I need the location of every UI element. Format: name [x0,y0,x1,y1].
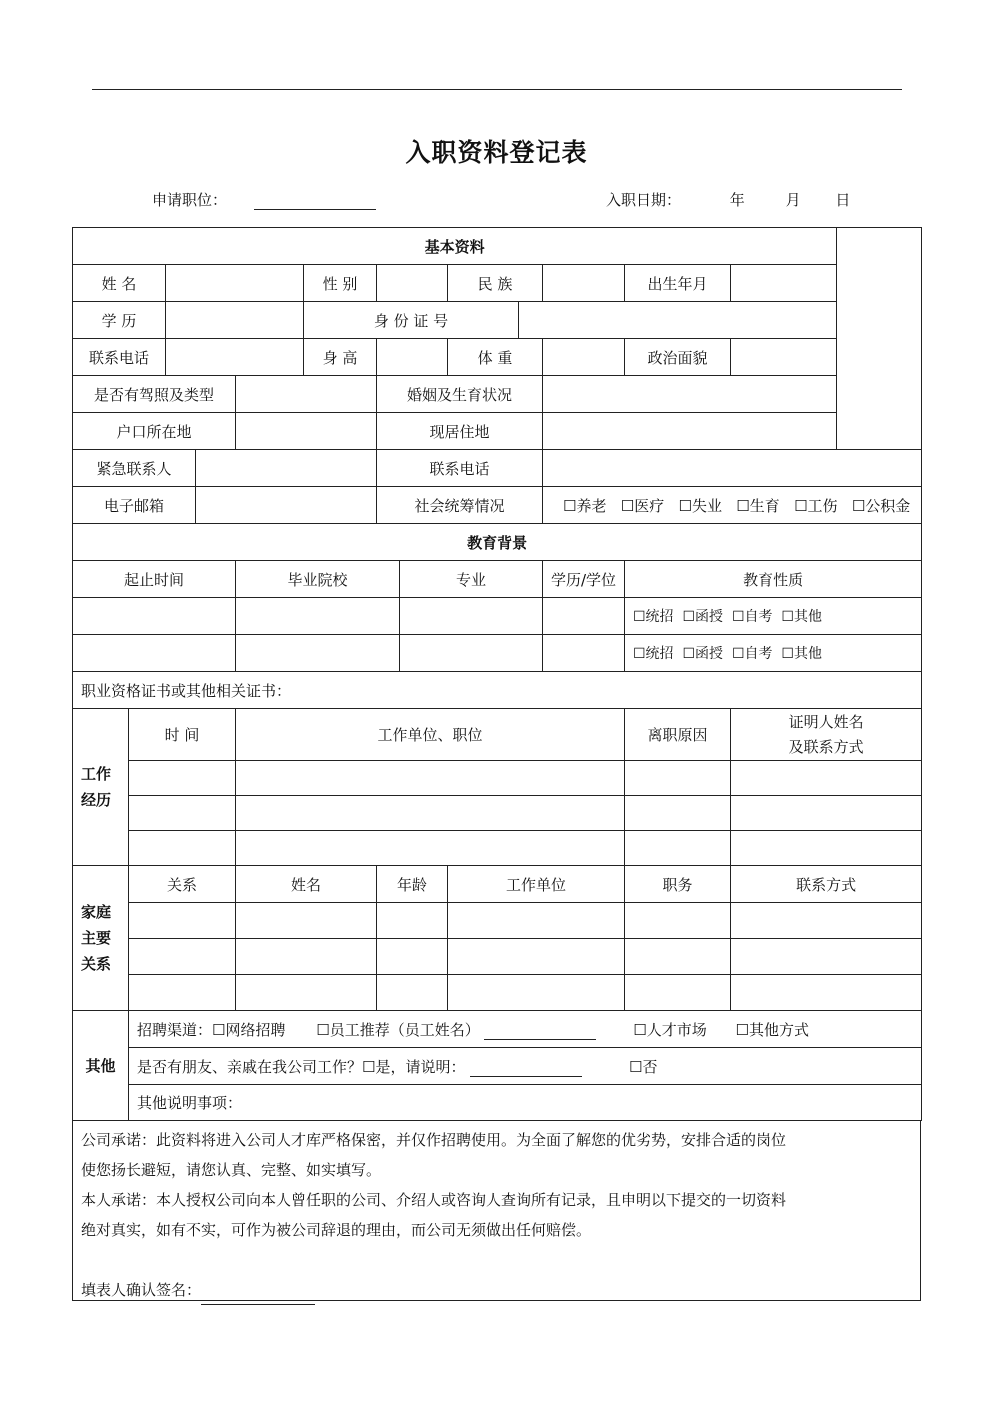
other-notes[interactable]: 其他说明事项： [129,1085,922,1121]
basic-row-2 [73,302,922,339]
work-reference-line1: 证明人姓名 [788,712,864,731]
emergency-phone-label: 联系电话 [377,450,543,487]
work-reason-input[interactable] [625,761,731,796]
political-label: 政治面貌 [625,339,731,376]
company-promise-line2: 使您扬长避短，请您认真、完整、如实填写。 [81,1161,382,1179]
housing-fund-checkbox[interactable]: ☐公积金 [851,496,911,515]
ethnicity-input[interactable] [543,265,625,302]
work-row-1 [73,761,922,796]
work-reason-input[interactable] [625,796,731,831]
political-input[interactable] [731,339,837,376]
channel-other-checkbox[interactable]: ☐其他方式 [735,1020,809,1039]
date-field [606,189,850,210]
hukou-input[interactable] [236,413,377,450]
fulltime-checkbox[interactable]: ☐统招 [633,609,674,625]
work-reference-header [731,709,922,761]
friends-no-checkbox[interactable]: ☐否 [629,1057,658,1076]
year-label: 年 [729,191,745,209]
height-input[interactable] [377,339,448,376]
position-input[interactable] [254,193,376,210]
family-contact-input[interactable] [731,903,922,939]
email-input[interactable] [196,487,377,524]
other-checkbox[interactable]: ☐其他 [781,646,822,662]
work-label: 工作经历 [81,765,112,809]
basic-row-7 [73,487,922,524]
work-reference-input[interactable] [731,831,922,866]
family-name-input[interactable] [236,903,377,939]
social-insurance-label: 社会统筹情况 [377,487,543,524]
ethnicity-label: 民 族 [448,265,543,302]
family-company-input[interactable] [448,975,625,1011]
pension-checkbox[interactable]: ☐养老 [563,496,607,515]
family-title-input[interactable] [625,975,731,1011]
education-input[interactable] [166,302,304,339]
social-insurance-options [543,487,922,524]
education-label: 学 历 [73,302,166,339]
company-promise-line1: 公司承诺：此资料将进入公司人才库严格保密，并仅作招聘使用。为全面了解您的优劣势，安排合适的岗位 [81,1131,787,1149]
position-field [152,189,376,210]
work-company-input[interactable] [236,831,625,866]
work-reason-header: 离职原因 [625,709,731,761]
edu-row-1 [73,598,922,635]
marital-label: 婚姻及生育状况 [377,376,543,413]
edu-nature-options [625,635,922,672]
edu-period-input[interactable] [73,598,236,635]
family-row-2 [73,939,922,975]
friends-yes-checkbox[interactable]: 是否有朋友、亲戚在我公司工作？☐是，请说明： [137,1057,466,1076]
signature-row [81,1275,912,1305]
month-label: 月 [785,191,801,209]
edu-header-row [73,561,922,598]
self-promise-line2: 绝对真实，如有不实，可作为被公司辞退的理由，而公司无须做出任何赔偿。 [81,1221,592,1239]
work-reference-input[interactable] [731,761,922,796]
channel-referral-checkbox[interactable]: ☐员工推荐（员工姓名） [316,1020,480,1039]
edu-school-input[interactable] [236,598,400,635]
other-row-1 [73,1011,922,1048]
work-reference-input[interactable] [731,796,922,831]
unemployment-checkbox[interactable]: ☐失业 [678,496,722,515]
family-title-header: 职务 [625,866,731,903]
residence-label: 现居住地 [377,413,543,450]
birth-label: 出生年月 [625,265,731,302]
family-age-input[interactable] [377,939,448,975]
family-row-1 [73,903,922,939]
channel-row [129,1011,922,1048]
page-title: 入职资料登记表 [405,138,588,167]
channel-label: 招聘渠道： [137,1020,213,1039]
work-time-input[interactable] [129,831,236,866]
emergency-contact-label: 紧急联系人 [73,450,196,487]
id-number-label: 身 份 证 号 [304,302,519,339]
family-section-label [73,866,129,1011]
edu-period-input[interactable] [73,635,236,672]
height-label: 身 高 [304,339,377,376]
work-section-label [73,709,129,866]
edu-major-input[interactable] [400,635,543,672]
phone-input[interactable] [166,339,304,376]
edu-major-header: 专业 [400,561,543,598]
edu-nature-options [625,598,922,635]
basic-row-6 [73,450,922,487]
family-name-input[interactable] [236,975,377,1011]
other-row-3 [73,1085,922,1121]
family-name-input[interactable] [236,939,377,975]
channel-market-checkbox[interactable]: ☐人才市场 [633,1020,707,1039]
edu-row-2 [73,635,922,672]
selfstudy-checkbox[interactable]: ☐自考 [731,609,773,625]
promise-box [72,1120,921,1301]
license-input[interactable] [236,376,377,413]
edu-school-input[interactable] [236,635,400,672]
edu-section-row [73,524,922,561]
edu-major-input[interactable] [400,598,543,635]
friends-row [129,1048,922,1085]
basic-row-1 [73,265,922,302]
cert-row [73,672,922,709]
work-company-header: 工作单位、职位 [236,709,625,761]
marital-input[interactable] [543,376,837,413]
birth-input[interactable] [731,265,837,302]
family-title-input[interactable] [625,903,731,939]
family-age-input[interactable] [377,903,448,939]
edu-school-header: 毕业院校 [236,561,400,598]
edu-degree-input[interactable] [543,598,625,635]
family-name-header: 姓名 [236,866,377,903]
day-label: 日 [835,191,851,209]
family-relation-input[interactable] [129,903,236,939]
emergency-phone-input[interactable] [543,450,922,487]
other-checkbox[interactable]: ☐其他 [781,609,822,625]
correspondence-checkbox[interactable]: ☐函授 [682,609,724,625]
signature-input[interactable] [201,1288,315,1305]
referral-name-input[interactable] [484,1023,596,1040]
family-company-input[interactable] [448,903,625,939]
weight-label: 体 重 [448,339,543,376]
work-reason-input[interactable] [625,831,731,866]
id-number-input[interactable] [519,302,837,339]
basic-section-title: 基本资料 [73,228,837,265]
family-company-input[interactable] [448,939,625,975]
email-label: 电子邮箱 [73,487,196,524]
family-age-header: 年龄 [377,866,448,903]
work-header-row [73,709,922,761]
weight-input[interactable] [543,339,625,376]
other-section-label: 其他 [73,1011,129,1121]
name-input[interactable] [166,265,304,302]
selfstudy-checkbox[interactable]: ☐自考 [731,646,773,662]
family-contact-input[interactable] [731,975,922,1011]
license-label: 是否有驾照及类型 [73,376,236,413]
injury-checkbox[interactable]: ☐工伤 [794,496,838,515]
residence-input[interactable] [543,413,837,450]
basic-row-3 [73,339,922,376]
maternity-checkbox[interactable]: ☐生育 [736,496,780,515]
channel-network-checkbox[interactable]: ☐网络招聘 [212,1020,286,1039]
family-company-header: 工作单位 [448,866,625,903]
work-time-header: 时 间 [129,709,236,761]
family-relation-input[interactable] [129,975,236,1011]
work-company-input[interactable] [236,761,625,796]
family-relation-input[interactable] [129,939,236,975]
hukou-label: 户口所在地 [73,413,236,450]
basic-section-row [73,228,922,265]
cert-label[interactable]: 职业资格证书或其他相关证书： [73,672,922,709]
name-label: 姓 名 [73,265,166,302]
signature-label: 填表人确认签名： [81,1281,202,1299]
gender-label: 性 别 [304,265,377,302]
work-row-2 [73,796,922,831]
work-company-input[interactable] [236,796,625,831]
header-rule [92,89,902,90]
fulltime-checkbox[interactable]: ☐统招 [633,646,674,662]
edu-period-header: 起止时间 [73,561,236,598]
other-row-2 [73,1048,922,1085]
gender-input[interactable] [377,265,448,302]
work-time-input[interactable] [129,761,236,796]
basic-row-4 [73,376,922,413]
edu-degree-header: 学历/学位 [543,561,625,598]
family-contact-header: 联系方式 [731,866,922,903]
photo-box[interactable] [837,228,922,450]
correspondence-checkbox[interactable]: ☐函授 [682,646,724,662]
phone-label: 联系电话 [73,339,166,376]
work-row-3 [73,831,922,866]
edu-degree-input[interactable] [543,635,625,672]
date-label: 入职日期： [606,191,682,209]
work-reference-line2: 及联系方式 [788,737,864,756]
registration-form [72,227,922,1121]
family-contact-input[interactable] [731,939,922,975]
emergency-contact-input[interactable] [196,450,377,487]
friends-explain-input[interactable] [470,1060,582,1077]
family-relation-header: 关系 [129,866,236,903]
family-header-row [73,866,922,903]
edu-section-title: 教育背景 [73,524,922,561]
self-promise-line1: 本人承诺：本人授权公司向本人曾任职的公司、介绍人或咨询人查询所有记录，且申明以下提交的一切资料 [81,1191,787,1209]
family-title-input[interactable] [625,939,731,975]
edu-nature-header: 教育性质 [625,561,922,598]
family-age-input[interactable] [377,975,448,1011]
family-row-3 [73,975,922,1011]
medical-checkbox[interactable]: ☐医疗 [620,496,665,515]
basic-row-5 [73,413,922,450]
work-time-input[interactable] [129,796,236,831]
family-label: 家庭主要关系 [81,903,112,973]
position-label: 申请职位： [152,191,228,209]
